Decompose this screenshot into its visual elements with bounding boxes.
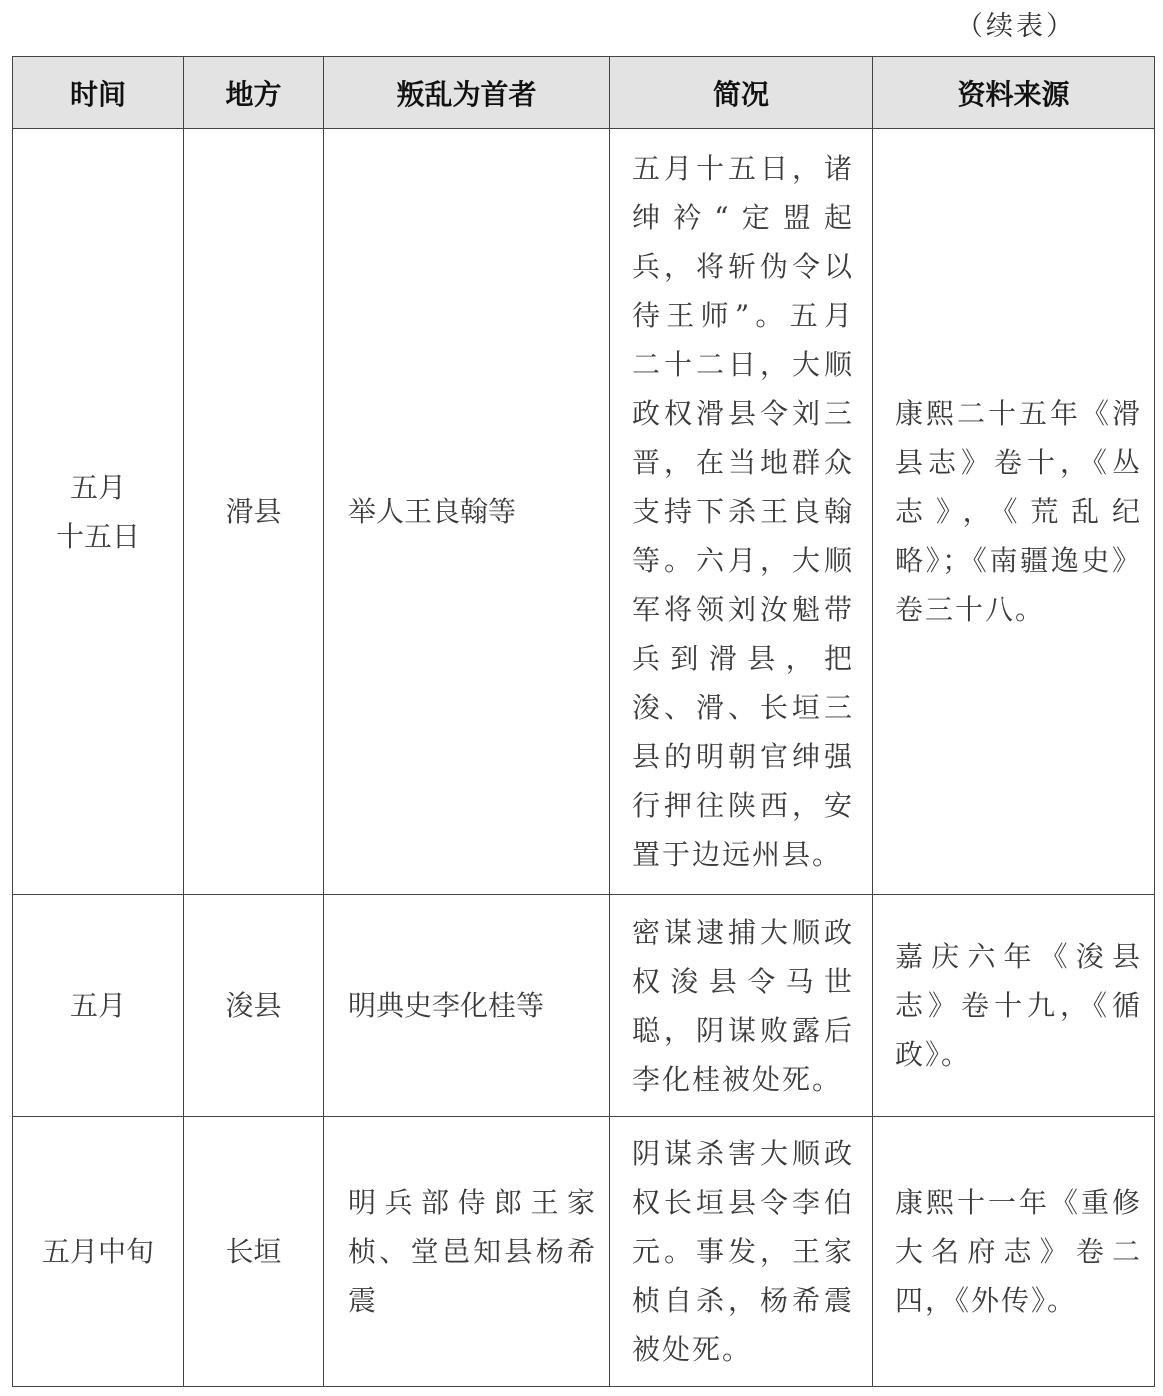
header-summary: 简况 [610,57,873,129]
table-header [13,57,1155,129]
cell-summary: 阴谋杀害大顺政权长垣县令李伯元。事发，王家桢自杀，杨希震被处死。 [610,1117,873,1387]
cell-leader: 明兵部侍郎王家桢、堂邑知县杨希震 [324,1117,610,1387]
header-time: 时间 [13,57,184,129]
header-source: 资料来源 [873,57,1155,129]
cell-time-line: 五月 [69,989,126,1022]
cell-source: 康熙十一年《重修大名府志》卷二四，《外传》。 [873,1117,1155,1387]
cell-place: 滑县 [184,129,324,895]
cell-time-line: 十五日 [55,519,140,553]
cell-time-line: 五月中旬 [41,1235,154,1268]
cell-time-line: 五月 [69,470,126,504]
cell-time [13,1117,184,1387]
cell-leader: 明典史李化桂等 [324,895,610,1117]
header-leader: 叛乱为首者 [324,57,610,129]
table-row [13,129,1155,895]
continuation-label: （续表） [956,11,1076,42]
cell-summary: 五月十五日，诸绅衿“定盟起兵，将斩伪令以待王师”。五月二十二日，大顺政权滑县令刘三晋，在当地群众支持下杀王良翰等。六月，大顺军将领刘汝魁带兵到滑县，把浚、滑、长垣三县的明朝官绅强行押往陕西，安置于边远州县。 [610,129,873,895]
header-place: 地方 [184,57,324,129]
cell-summary: 密谋逮捕大顺政权浚县令马世聪，阴谋败露后李化桂被处死。 [610,895,873,1117]
cell-time [13,129,184,895]
cell-place: 长垣 [184,1117,324,1387]
cell-time [13,895,184,1117]
cell-place: 浚县 [184,895,324,1117]
table-row [13,895,1155,1117]
cell-source: 嘉庆六年《浚县志》卷十九，《循政》。 [873,895,1155,1117]
cell-leader: 举人王良翰等 [324,129,610,895]
table-row [13,1117,1155,1387]
cell-source: 康熙二十五年《滑县志》卷十，《丛志》，《荒乱纪略》；《南疆逸史》卷三十八。 [873,129,1155,895]
revolt-table [12,56,1155,1387]
